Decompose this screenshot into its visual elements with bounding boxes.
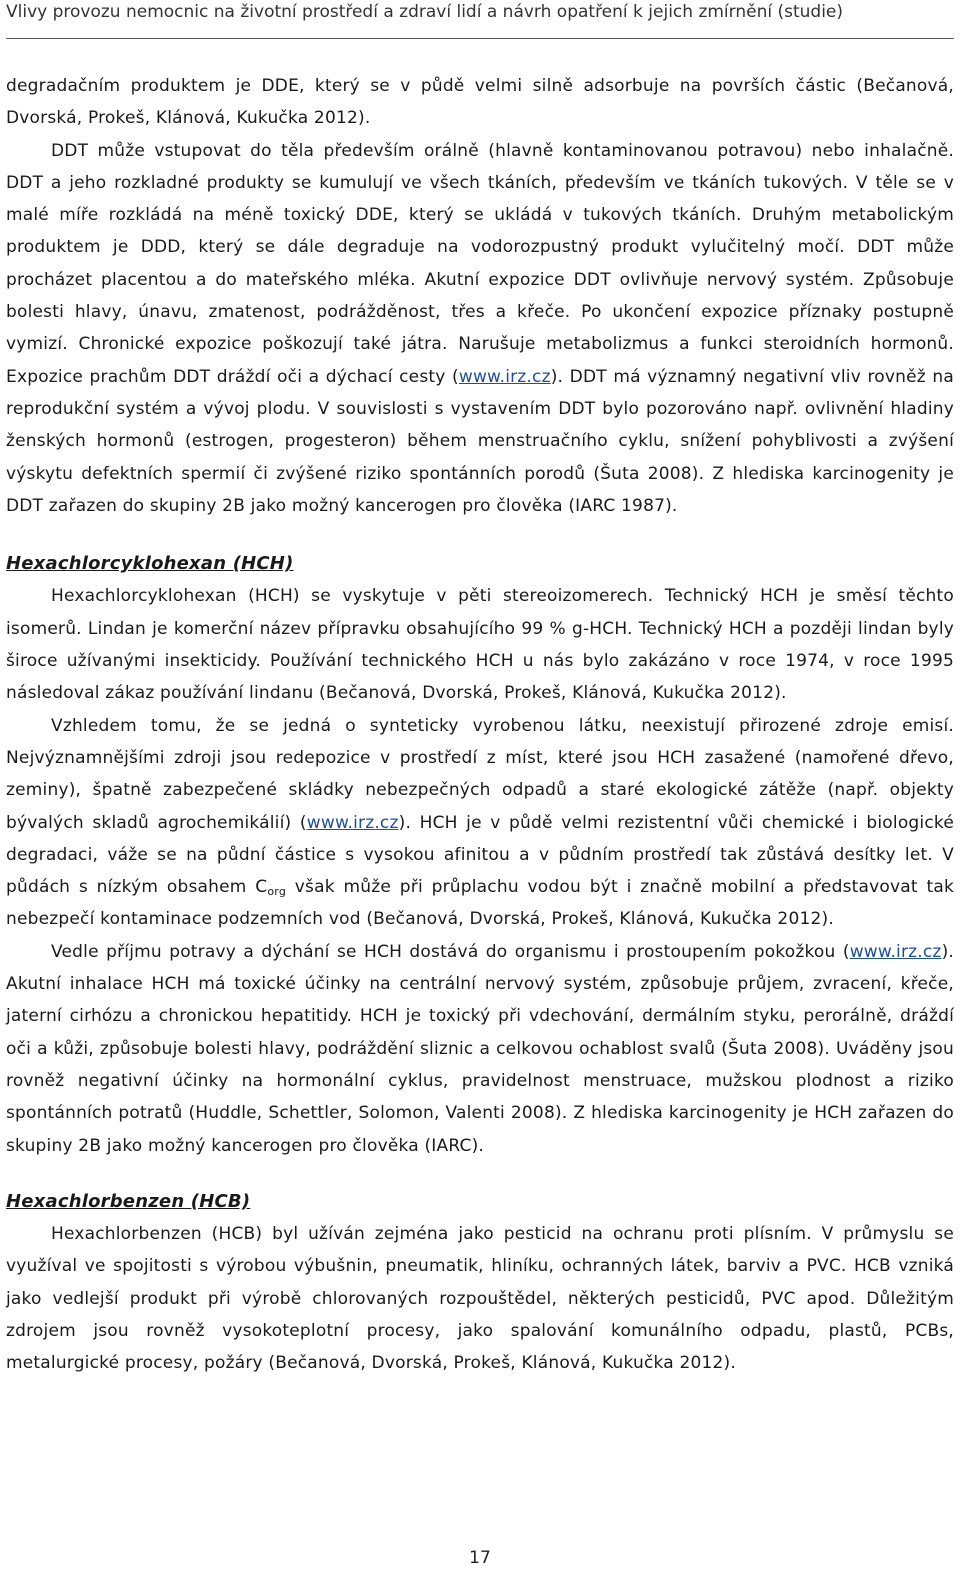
irz-link[interactable]: www.irz.cz [849,941,942,962]
hch-p2-text-c: však může při průplachu vodou být i značně mobilní a představovat tak nebezpečí kontaminace podzemních vod (Bečanová, Dvorská, Prokeš, Klánová, Kukučka 2012). [6,877,954,930]
hch-paragraph-1: Hexachlorcyklohexan (HCH) se vyskytuje v pěti stereoizomerech. Technický HCH je směsí těchto isomerů. Lindan je komerční název přípravku obsahujícího 99 % g-HCH. Technický HCH a později lindan byly široce užívanými insekticidy. Používání technického HCH u nás bylo zakázáno v roce 1974, v roce 1995 následoval zákaz používání lindanu (Bečanová, Dvorská, Prokeš, Klánová, Kukučka 2012). [6,586,954,704]
hch-paragraph-2 [6,710,954,936]
hch-p2-text-b: ). HCH je v půdě velmi rezistentní vůči chemické i biologické degradaci, váže se na půdní částice s vysokou afinitou a v půdním prostředí tak zůstává desítky let. V půdách s nízkým obsahem C [6,812,954,898]
corg-subscript: org [267,885,287,899]
hch-p2-text-a: Vzhledem tomu, že se jedná o synteticky vyrobenou látku, neexistují přirozené zdroje emisí. Nejvýznamnějšími zdroji jsou redepozice v prostředí z míst, které jsou HCH zasažené (namořené dřevo, zeminy), špatně zabezpečené skládky nebezpečných odpadů a staré ekologické zátěže (např. objekty bývalých skladů agrochemikálií) ( [6,715,954,833]
hch-heading: Hexachlorcyklohexan (HCH) [6,553,294,575]
ddt-paragraph-2 [6,135,954,523]
ddt-p2-text-a: DDT může vstupovat do těla především orálně (hlavně kontaminovanou potravou) nebo inhalačně. DDT a jeho rozkladné produkty se kumulují ve všech tkáních, především ve tkáních tukových. V těle se v malé míře rozkládá na méně toxický DDE, který se ukládá v tukových tkáních. Druhým metabolickým produktem je DDD, který se dále degraduje na vodorozpustný produkt vylučitelný močí. DDT může procházet placentou a do mateřského mléka. Akutní expozice DDT ovlivňuje nervový systém. Způsobuje bolesti hlavy, únavu, zmatenost, podrážděnost, třes a křeče. Po ukončení expozice příznaky postupně vymizí. Chronické expozice poškozují také játra. Narušuje metabolizmus a funkci steroidních hormonů. Expozice prachům DDT dráždí oči a dýchací cesty ( [6,140,954,387]
ddt-p2-text-b: ). DDT má významný negativní vliv rovněž na reprodukční systém a vývoj plodu. V souvislosti s vystavením DDT bylo pozorováno např. ovlivnění hladiny ženských hormonů (estrogen, progesteron) během menstruačního cyklu, snížení pohyblivosti a zvýšení výskytu defektních spermií či zvýšené riziko spontánních porodů (Šuta 2008). Z hlediska karcinogenity je DDT zařazen do skupiny 2B jako možný kancerogen pro člověka (IARC 1987). [6,366,954,516]
hch-p3-text-a: Vedle příjmu potravy a dýchání se HCH dostává do organismu i prostoupením pokožkou ( [51,941,850,962]
irz-link[interactable]: www.irz.cz [458,366,551,387]
header-title: Vlivy provozu nemocnic na životní prostředí a zdraví lidí a návrh opatření k jejich zmírnění (studie) [6,2,844,22]
hcb-paragraph-1: Hexachlorbenzen (HCB) byl užíván zejména jako pesticid na ochranu proti plísním. V průmyslu se využíval ve spojitosti s výrobou výbušnin, pneumatik, hliníku, ochranných látek, barviv a PVC. HCB vzniká jako vedlejší produkt při výrobě chlorovaných rozpouštědel, některých pesticidů, PVC apod. Důležitým zdrojem jsou rovněž vysokoteplotní procesy, jako spalování komunálního odpadu, plastů, PCBs, metalurgické procesy, požáry (Bečanová, Dvorská, Prokeš, Klánová, Kukučka 2012). [6,1224,954,1374]
hcb-heading: Hexachlorbenzen (HCB) [6,1190,251,1212]
page-body [6,70,954,1380]
ddt-paragraph-1: degradačním produktem je DDE, který se v půdě velmi silně adsorbuje na površích částic (Bečanová, Dvorská, Prokeš, Klánová, Kukučka 2012). [6,76,954,129]
hch-p3-text-b: ). Akutní inhalace HCH má toxické účinky na centrální nervový systém, způsobuje průjem, zvracení, křeče, jaterní cirhózu a chronickou hepatitidy. HCH je toxický při vdechování, dermálním styku, perorálně, dráždí oči a kůži, způsobuje bolesti hlavy, podráždění sliznic a celkovou ochablost svalů (Šuta 2008). Uváděny jsou rovněž negativní účinky na hormonální cyklus, pravidelnost menstruace, mužskou plodnost a riziko spontánních potratů (Huddle, Schettler, Solomon, Valenti 2008). Z hlediska karcinogenity je HCH zařazen do skupiny 2B jako možný kancerogen pro člověka (IARC). [6,941,954,1156]
hch-paragraph-3 [6,936,954,1162]
page-number: 17 [469,1548,491,1568]
running-header [6,0,954,39]
irz-link[interactable]: www.irz.cz [306,812,399,833]
